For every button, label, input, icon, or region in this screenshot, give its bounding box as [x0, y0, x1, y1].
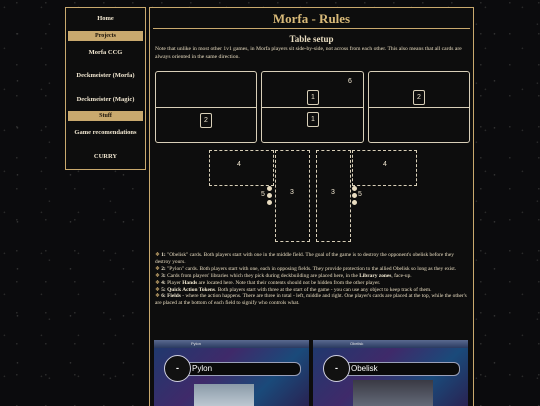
quick-action-token	[352, 193, 357, 198]
legend-term: Quick Action Tokens	[167, 286, 215, 293]
diamond-bullet-icon: ❖	[155, 272, 160, 279]
legend-item-6	[155, 293, 468, 307]
quick-action-token	[267, 186, 272, 191]
legend-text: . Both players start with three at the start of the game - you can use any object to keep track of them.	[215, 286, 432, 293]
label-2-pylon: 2	[413, 90, 425, 105]
quick-action-token	[352, 186, 357, 191]
legend-item-2	[155, 266, 468, 273]
quick-action-token	[352, 200, 357, 205]
label-4-hand: 4	[383, 161, 387, 168]
card-caption: Obelisk	[350, 341, 364, 346]
nav-deckmeister-magic[interactable]: Deckmeister (Magic)	[76, 96, 135, 103]
quick-action-token	[267, 193, 272, 198]
legend-term: Fields	[167, 293, 181, 300]
diamond-bullet-icon: ❖	[155, 252, 160, 258]
library-zone-left	[275, 150, 310, 242]
legend-text: "Pylon" cards. Both players start with one, each in opposing fields. They provide protection to the allied Obelisk so long as they exist.	[167, 265, 457, 272]
card-header	[154, 340, 309, 348]
main-content	[149, 7, 474, 406]
legend-item-1	[155, 252, 468, 266]
card-name: Obelisk	[345, 362, 460, 376]
legend-text: Player	[167, 279, 183, 286]
diamond-bullet-icon: ❖	[155, 286, 160, 293]
legend-item-3	[155, 273, 468, 280]
nav-home[interactable]: Home	[97, 15, 114, 22]
field-right	[368, 71, 470, 143]
quick-action-token	[267, 200, 272, 205]
label-6-fields: 6	[348, 78, 352, 85]
legend-number: 2:	[161, 265, 166, 272]
nav-deckmeister-morfa[interactable]: Deckmeister (Morfa)	[76, 72, 135, 79]
card-obelisk[interactable]	[313, 340, 468, 406]
nav-section-stuff: Stuff	[68, 111, 143, 121]
nav-morfa-ccg[interactable]: Morfa CCG	[88, 49, 123, 56]
nav-curry[interactable]: CURRY	[93, 153, 118, 160]
card-cost: -	[164, 355, 191, 382]
label-1-obelisk: 1	[307, 112, 319, 127]
legend-list	[155, 252, 468, 307]
nav-section-projects: Projects	[68, 31, 143, 41]
label-3-library: 3	[331, 189, 335, 196]
field-middle	[261, 71, 364, 143]
diamond-bullet-icon: ❖	[155, 265, 160, 272]
legend-term: Library zones	[359, 272, 392, 279]
legend-term: Hands	[182, 279, 198, 286]
field-divider	[156, 107, 256, 108]
label-5-tokens: 5	[358, 191, 362, 198]
card-pylon[interactable]	[154, 340, 309, 406]
label-3-library: 3	[290, 189, 294, 196]
card-art	[353, 380, 433, 406]
field-divider	[369, 107, 469, 108]
legend-text: "Obelisk" cards. Both players start with one in the middle field. The goal of the game is to destroy the opponent's obelisk before they destroy yours.	[155, 252, 454, 265]
sidebar-nav	[65, 7, 146, 170]
legend-number: 4:	[161, 279, 166, 286]
library-zone-right	[316, 150, 351, 242]
hand-zone-left	[209, 150, 274, 186]
legend-item-4	[155, 280, 468, 287]
card-caption: Pylon	[191, 341, 202, 346]
card-header	[313, 340, 468, 348]
card-examples	[154, 340, 468, 406]
legend-number: 5:	[161, 286, 166, 293]
card-cost: -	[323, 355, 350, 382]
nav-game-recomendations[interactable]: Game recomendations	[74, 129, 137, 136]
diamond-bullet-icon: ❖	[155, 279, 160, 286]
section-heading: Table setup	[289, 34, 334, 44]
legend-text: are located here. Note that their contents should not be hidden from the other player.	[197, 279, 381, 286]
title-divider	[153, 28, 470, 29]
label-5-tokens: 5	[261, 191, 265, 198]
page-title: Morfa - Rules	[272, 11, 351, 26]
field-divider	[262, 107, 363, 108]
label-2-pylon: 2	[200, 113, 212, 128]
field-left	[155, 71, 257, 143]
diamond-bullet-icon: ❖	[155, 293, 160, 300]
legend-text: , face-up.	[391, 272, 412, 279]
intro-text: Note that unlike in most other 1v1 games, in Morfa players sit side-by-side, not across from each other. This also means that all cards are always oriented in the same direction.	[155, 46, 462, 60]
label-4-hand: 4	[237, 161, 241, 168]
card-art	[194, 384, 254, 406]
card-name: Pylon	[186, 362, 301, 376]
hand-zone-right	[352, 150, 417, 186]
legend-number: 1:	[161, 252, 166, 258]
legend-text: Cards from players' libraries which they pick during deckbuilding are placed here, in the	[167, 272, 360, 279]
label-1-obelisk: 1	[307, 90, 319, 105]
legend-number: 3:	[161, 272, 166, 279]
legend-number: 6:	[161, 293, 166, 300]
legend-text: - where the action happens. There are three in total - left, middle and right. One player's cards are placed at the top, while the other's are placed at the bottom of each field to signify who controls what.	[155, 293, 467, 307]
